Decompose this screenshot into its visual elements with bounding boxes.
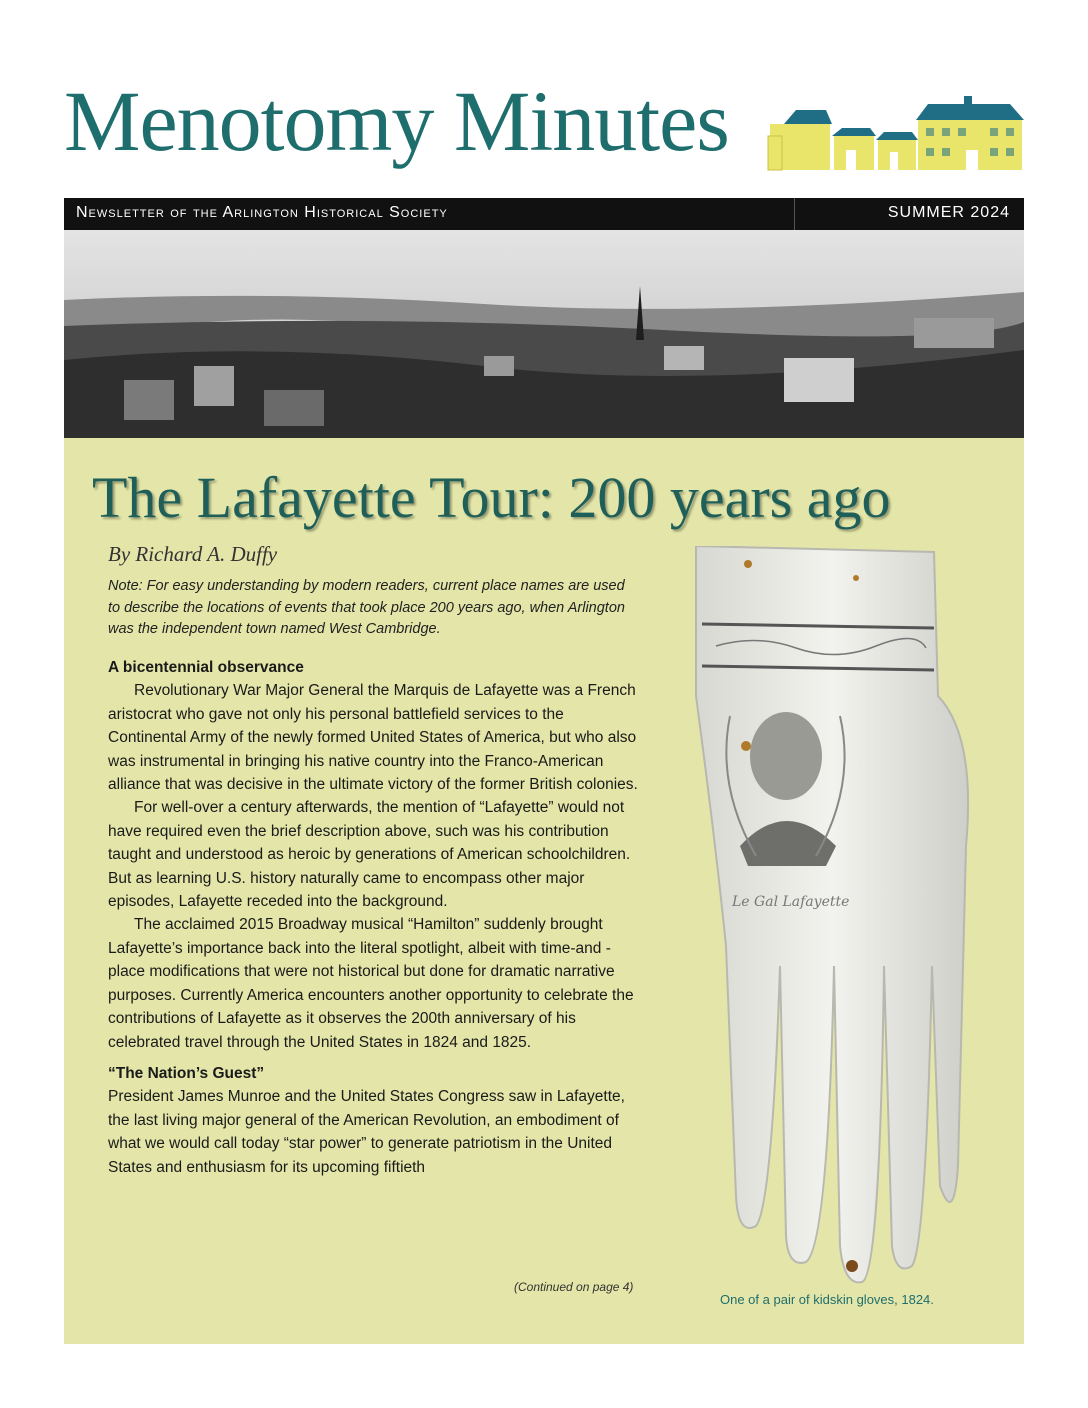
feature-panel (64, 438, 1024, 1344)
byline: By Richard A. Duffy (108, 542, 278, 566)
glove-photo (676, 546, 976, 1286)
newsletter-subtitle: Newsletter of the Arlington Historical Society (76, 204, 448, 221)
article-body (108, 656, 638, 1179)
article-paragraph: The acclaimed 2015 Broadway musical “Hamilton” suddenly brought Lafayette’s importance back into the literal spotlight, albeit with time-and -place modifications that were not historical but done for dramatic narrative purposes. Currently America encounters another opportunity to celebrate the contributions of Lafayette as it observes the 200th anniversary of his celebrated travel through the United States in 1824 and 1825. (108, 916, 634, 1051)
bar-divider (794, 198, 795, 230)
masthead-title: Menotomy Minutes (64, 73, 729, 169)
article-paragraph: Revolutionary War Major General the Marquis de Lafayette was a French aristocrat who gave not only his personal battlefield services to the Continental Army of the newly formed United States of America, but who also was instrumental in bringing his native country into the Franco-American alliance that was decisive in the ultimate victory of the former British colonies. (108, 682, 638, 794)
article-paragraph: For well-over a century afterwards, the mention of “Lafayette” would not have required even the brief description above, such was his contribution taught and understood as heroic by generations of American schoolchildren. But as learning U.S. history naturally came to encompass other major episodes, Lafayette receded into the background. (108, 799, 631, 911)
editor-note: Note: For easy understanding by modern readers, current place names are used to describe the locations of events that took place 200 years ago, when Arlington was the independent town named West Cambridge. (108, 578, 625, 637)
masthead-bar (64, 198, 1024, 230)
continued-note: (Continued on page 4) (514, 1280, 634, 1294)
glove-signature: Le Gal Lafayette (732, 894, 850, 910)
houses-icon (766, 96, 1026, 172)
article-paragraph: President James Munroe and the United States Congress saw in Lafayette, the last living major general of the American Revolution, an embodiment of what we would call today “star power” to generate patriotism in the United States and enthusiasm for its upcoming fiftieth (108, 1088, 625, 1176)
town-panorama-photo (64, 230, 1024, 438)
section-heading: “The Nation’s Guest” (108, 1064, 265, 1082)
issue-label: SUMMER 2024 (887, 204, 1010, 221)
section-heading: A bicentennial observance (108, 659, 304, 676)
image-caption: One of a pair of kidskin gloves, 1824. (720, 1292, 934, 1307)
feature-title: The Lafayette Tour: 200 years ago (92, 465, 891, 530)
